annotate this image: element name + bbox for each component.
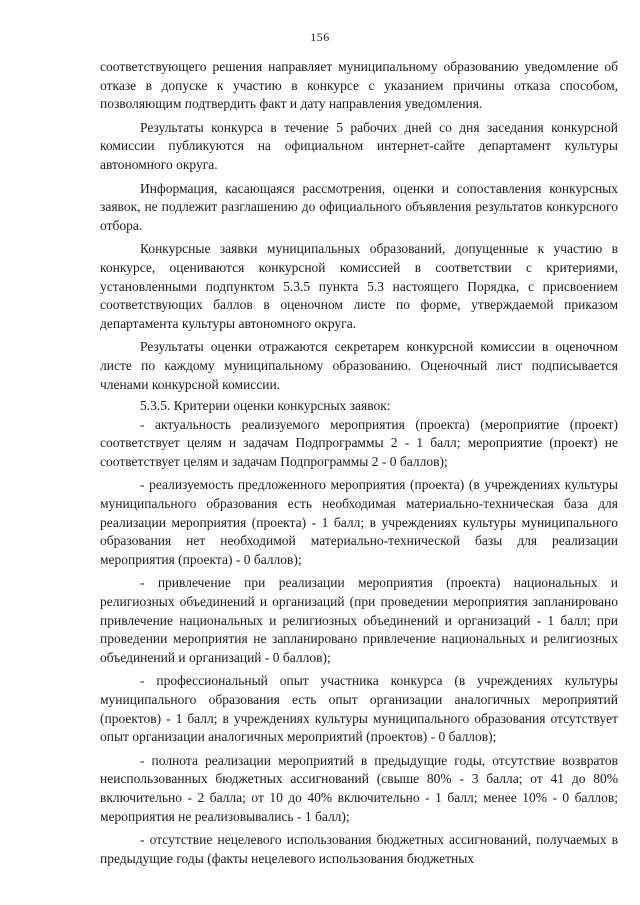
paragraph-confidentiality: Информация, касающаяся рассмотрения, оценки и сопоставления конкурсных заявок, не подлежит разглашению до официального объявления результатов конкурсного отбора. [100,180,618,233]
page-number: 156 [310,30,330,44]
criterion-relevance: - актуальность реализуемого мероприятия (проекта) (мероприятие (проект) соответствует целям и задачам Подпрограммы 2 - 1 балл; мероприятие (проект) не соответствует целям и задачам Подпрограммы 2 - 0 баллов); [100,416,618,469]
paragraph-notification: соответствующего решения направляет муниципальному образованию уведомление об отказе в допуске к участию в конкурсе с указанием причины отказа способом, позволяющим подтвердить факт и дату направления уведомления. [100,59,618,112]
section-heading-criteria: 5.3.5. Критерии оценки конкурсных заявок: [140,398,391,414]
criterion-no-misuse: - отсутствие нецелевого использования бюджетных ассигнований, получаемых в предыдущие годы (факты нецелевого использования бюджетных [100,832,618,866]
document-body [100,58,618,868]
paragraph-evaluation: Конкурсные заявки муниципальных образований, допущенные к участию в конкурсе, оцениваются конкурсной комиссией в соответствии с критериями, установленными подпунктом 5.3.5 пункта 5.3 настоящего Порядка, с присвоением соответствующих баллов в оценочном листе по форме, утверждаемой приказом департамента культуры автономного округа. [100,241,618,331]
criterion-implementation-completeness: - полнота реализации мероприятий в предыдущие годы, отсутствие возвратов неиспользованных бюджетных ассигнований (свыше 80% - 3 балла; от 41 до 80% включительно - 2 балла; от 10 до 40% включительно - 1 балл; менее 10% - 0 баллов; мероприятия не реализовывались - 1 балл); [100,752,618,824]
criterion-professional-experience: - профессиональный опыт участника конкурса (в учреждениях культуры муниципального образования есть опыт организации аналогичных мероприятий (проектов) - 1 балл; в учреждениях культуры муниципального образования отсутствует опыт организации аналогичных мероприятий (проектов) - 0 баллов); [100,673,618,745]
criterion-national-religious-organizations: - привлечение при реализации мероприятия (проекта) национальных и религиозных объединений и организаций (при проведении мероприятия запланировано привлечение национальных и религиозных объединений и организаций - 1 балл; при проведении мероприятия не запланировано привлечение национальных и религиозных объединений и организаций - 0 баллов); [100,575,618,665]
paragraph-evaluation-sheet: Результаты оценки отражаются секретарем конкурсной комиссии в оценочном листе по каждому муниципальному образованию. Оценочный лист подписывается членами конкурсной комиссии. [100,339,618,392]
criterion-feasibility: - реализуемость предложенного мероприятия (проекта) (в учреждениях культуры муниципального образования есть необходимая материально-техническая база для реализации мероприятия (проекта) - 1 балл; в учреждениях культуры муниципального образования нет необходимой материально-технической базы для реализации мероприятия (проекта) - 0 баллов); [100,477,618,567]
paragraph-results-publication: Результаты конкурса в течение 5 рабочих дней со дня заседания конкурсной комиссии публикуются на официальном интернет-сайте департамент культуры автономного округа. [100,119,618,172]
